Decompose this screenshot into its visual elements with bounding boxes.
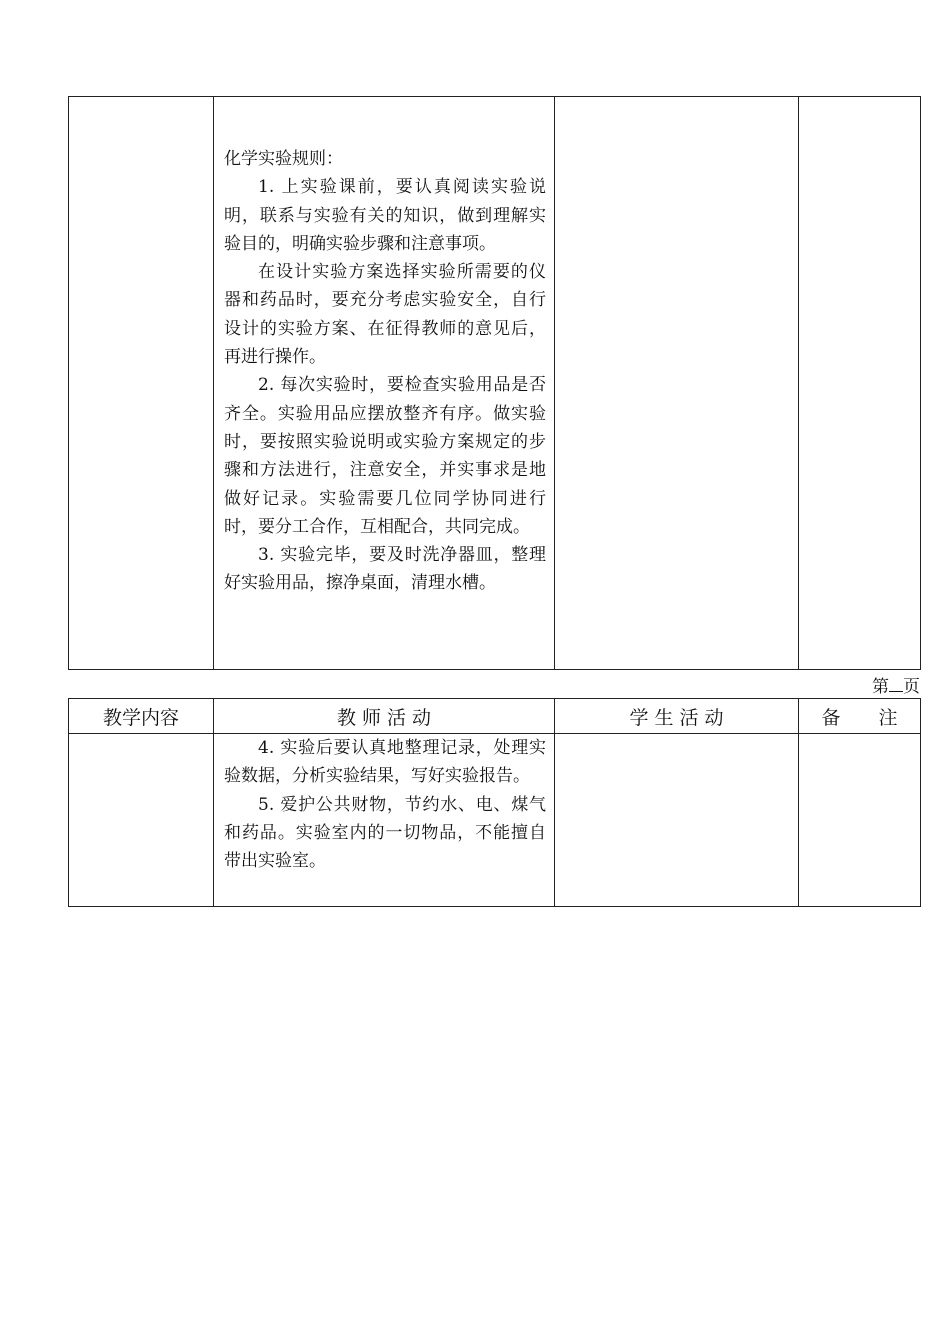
header-student-activity: 学 生 活 动 [555, 699, 799, 734]
lesson-table [68, 698, 921, 907]
remarks-cell [799, 734, 921, 907]
teaching-content-cell [69, 734, 214, 907]
table-header-row [69, 699, 921, 734]
rule-paragraph: 2. 每次实验时，要检查实验用品是否齐全。实验用品应摆放整齐有序。做实验时，要按照实验说明或实验方案规定的步骤和方法进行，注意安全，并实事求是地做好记录。实验需要几位同学协同进行时，要分工合作，互相配合，共同完成。 [224, 375, 546, 537]
teacher-activity-text [214, 734, 554, 875]
header-remarks: 备 注 [799, 699, 921, 734]
page-number-blank [889, 676, 903, 692]
rule-paragraph: 4. 实验后要认真地整理记录，处理实验数据，分析实验结果，写好实验报告。 [224, 738, 546, 787]
table-row [69, 734, 921, 907]
teaching-content-cell [69, 97, 214, 670]
teacher-activity-text [214, 97, 554, 598]
table-row [69, 97, 921, 670]
rule-paragraph: 5. 爱护公共财物，节约水、电、煤气和药品。实验室内的一切物品，不能擅自带出实验室。 [224, 794, 546, 872]
teacher-activity-cell [214, 734, 555, 907]
student-activity-cell [555, 97, 799, 670]
rule-paragraph: 在设计实验方案选择实验所需要的仪器和药品时，要充分考虑实验安全，自行设计的实验方案、在征得教师的意见后，再进行操作。 [224, 262, 546, 368]
lesson-table-continued [68, 96, 921, 670]
rule-paragraph: 1. 上实验课前，要认真阅读实验说明，联系与实验有关的知识，做到理解实验目的，明确实验步骤和注意事项。 [224, 177, 546, 254]
page-label-prefix: 第 [872, 677, 889, 697]
rules-heading: 化学实验规则： [224, 149, 343, 169]
teacher-activity-cell [214, 97, 555, 670]
header-teacher-activity: 教 师 活 动 [214, 699, 555, 734]
page-label-suffix: 页 [903, 677, 920, 697]
remarks-cell [799, 97, 921, 670]
page-number-label [872, 672, 920, 697]
header-teaching-content: 教学内容 [69, 699, 214, 734]
student-activity-cell [555, 734, 799, 907]
rule-paragraph: 3. 实验完毕，要及时洗净器皿，整理好实验用品，擦净桌面，清理水槽。 [224, 545, 546, 594]
